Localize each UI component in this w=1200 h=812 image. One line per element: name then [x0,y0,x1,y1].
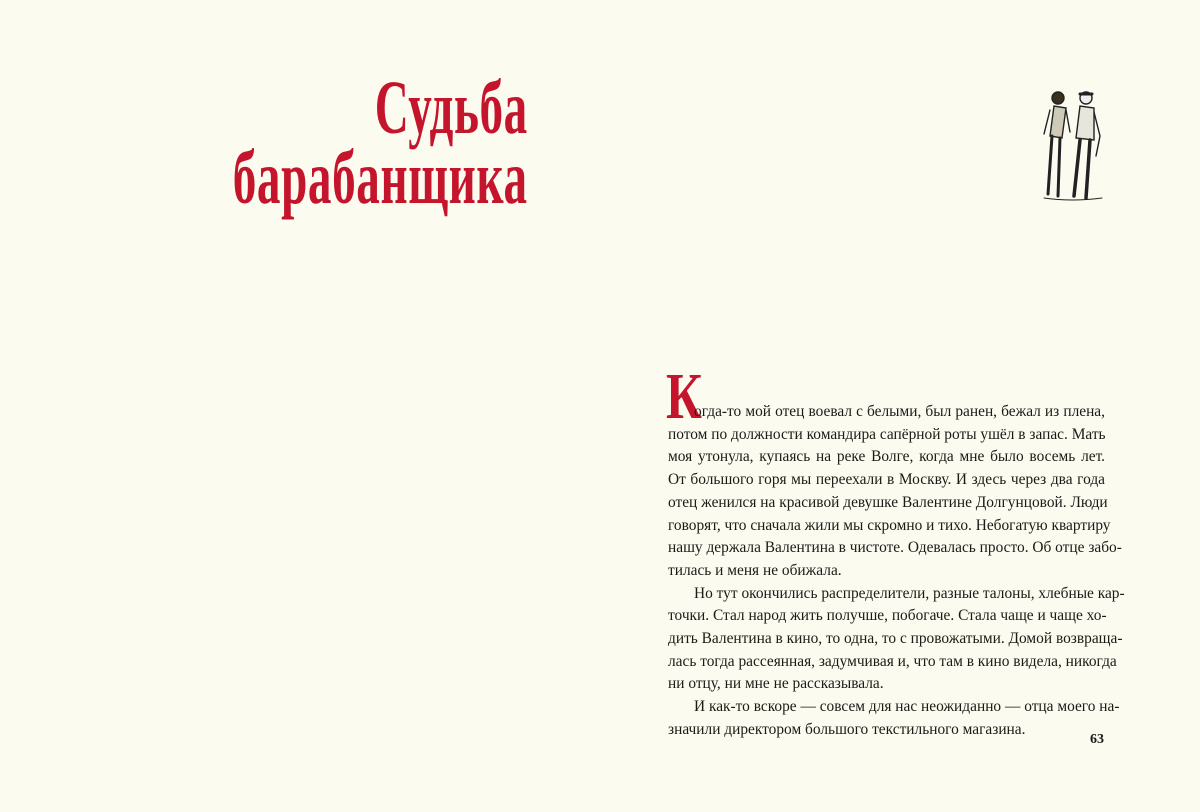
body-line: дить Валентина в кино, то одна, то с провожатыми. Домой возвраща- [668,630,1123,647]
chapter-title-line-1: Судьба [374,66,528,150]
body-line: Но тут окончились распределители, разные талоны, хлебные кар- [694,584,1125,602]
body-line: говорят, что сначала жили мы скромно и тихо. Небогатую квартиру [668,516,1111,534]
chapter-title-line-2: барабанщика [233,136,528,220]
body-line: нашу держала Валентина в чистоте. Одевалась просто. Об отце забо- [668,539,1122,557]
two-boys-sketch-icon [1036,86,1108,204]
body-line: огда-то мой отец воевал с белыми, был ранен, бежал из плена, [694,403,1105,420]
body-line: моя утонула, купаясь на реке Волге, когда мне было восемь лет. [668,448,1105,466]
body-line: И как-то вскоре — совсем для нас неожиданно — отца моего на- [694,698,1120,716]
body-line: лась тогда рассеянная, задумчивая и, что там в кино видела, никогда [668,652,1117,670]
page-number: 63 [1090,732,1104,747]
body-line: От большого горя мы переехали в Москву. И здесь через два года [668,471,1105,489]
drop-cap: К [666,360,702,433]
body-line: ни отцу, ни мне не рассказывала. [668,675,884,693]
body-line: тилась и меня не обижала. [668,561,842,579]
body-line: отец женился на красивой девушке Валентине Долгунцовой. Люди [668,493,1108,511]
body-line: точки. Стал народ жить получше, побогаче. Стала чаще и чаще хо- [668,607,1107,625]
body-line: значили директором большого текстильного магазина. [668,720,1026,738]
body-line: потом по должности командира сапёрной роты ушёл в запас. Мать [668,425,1106,443]
